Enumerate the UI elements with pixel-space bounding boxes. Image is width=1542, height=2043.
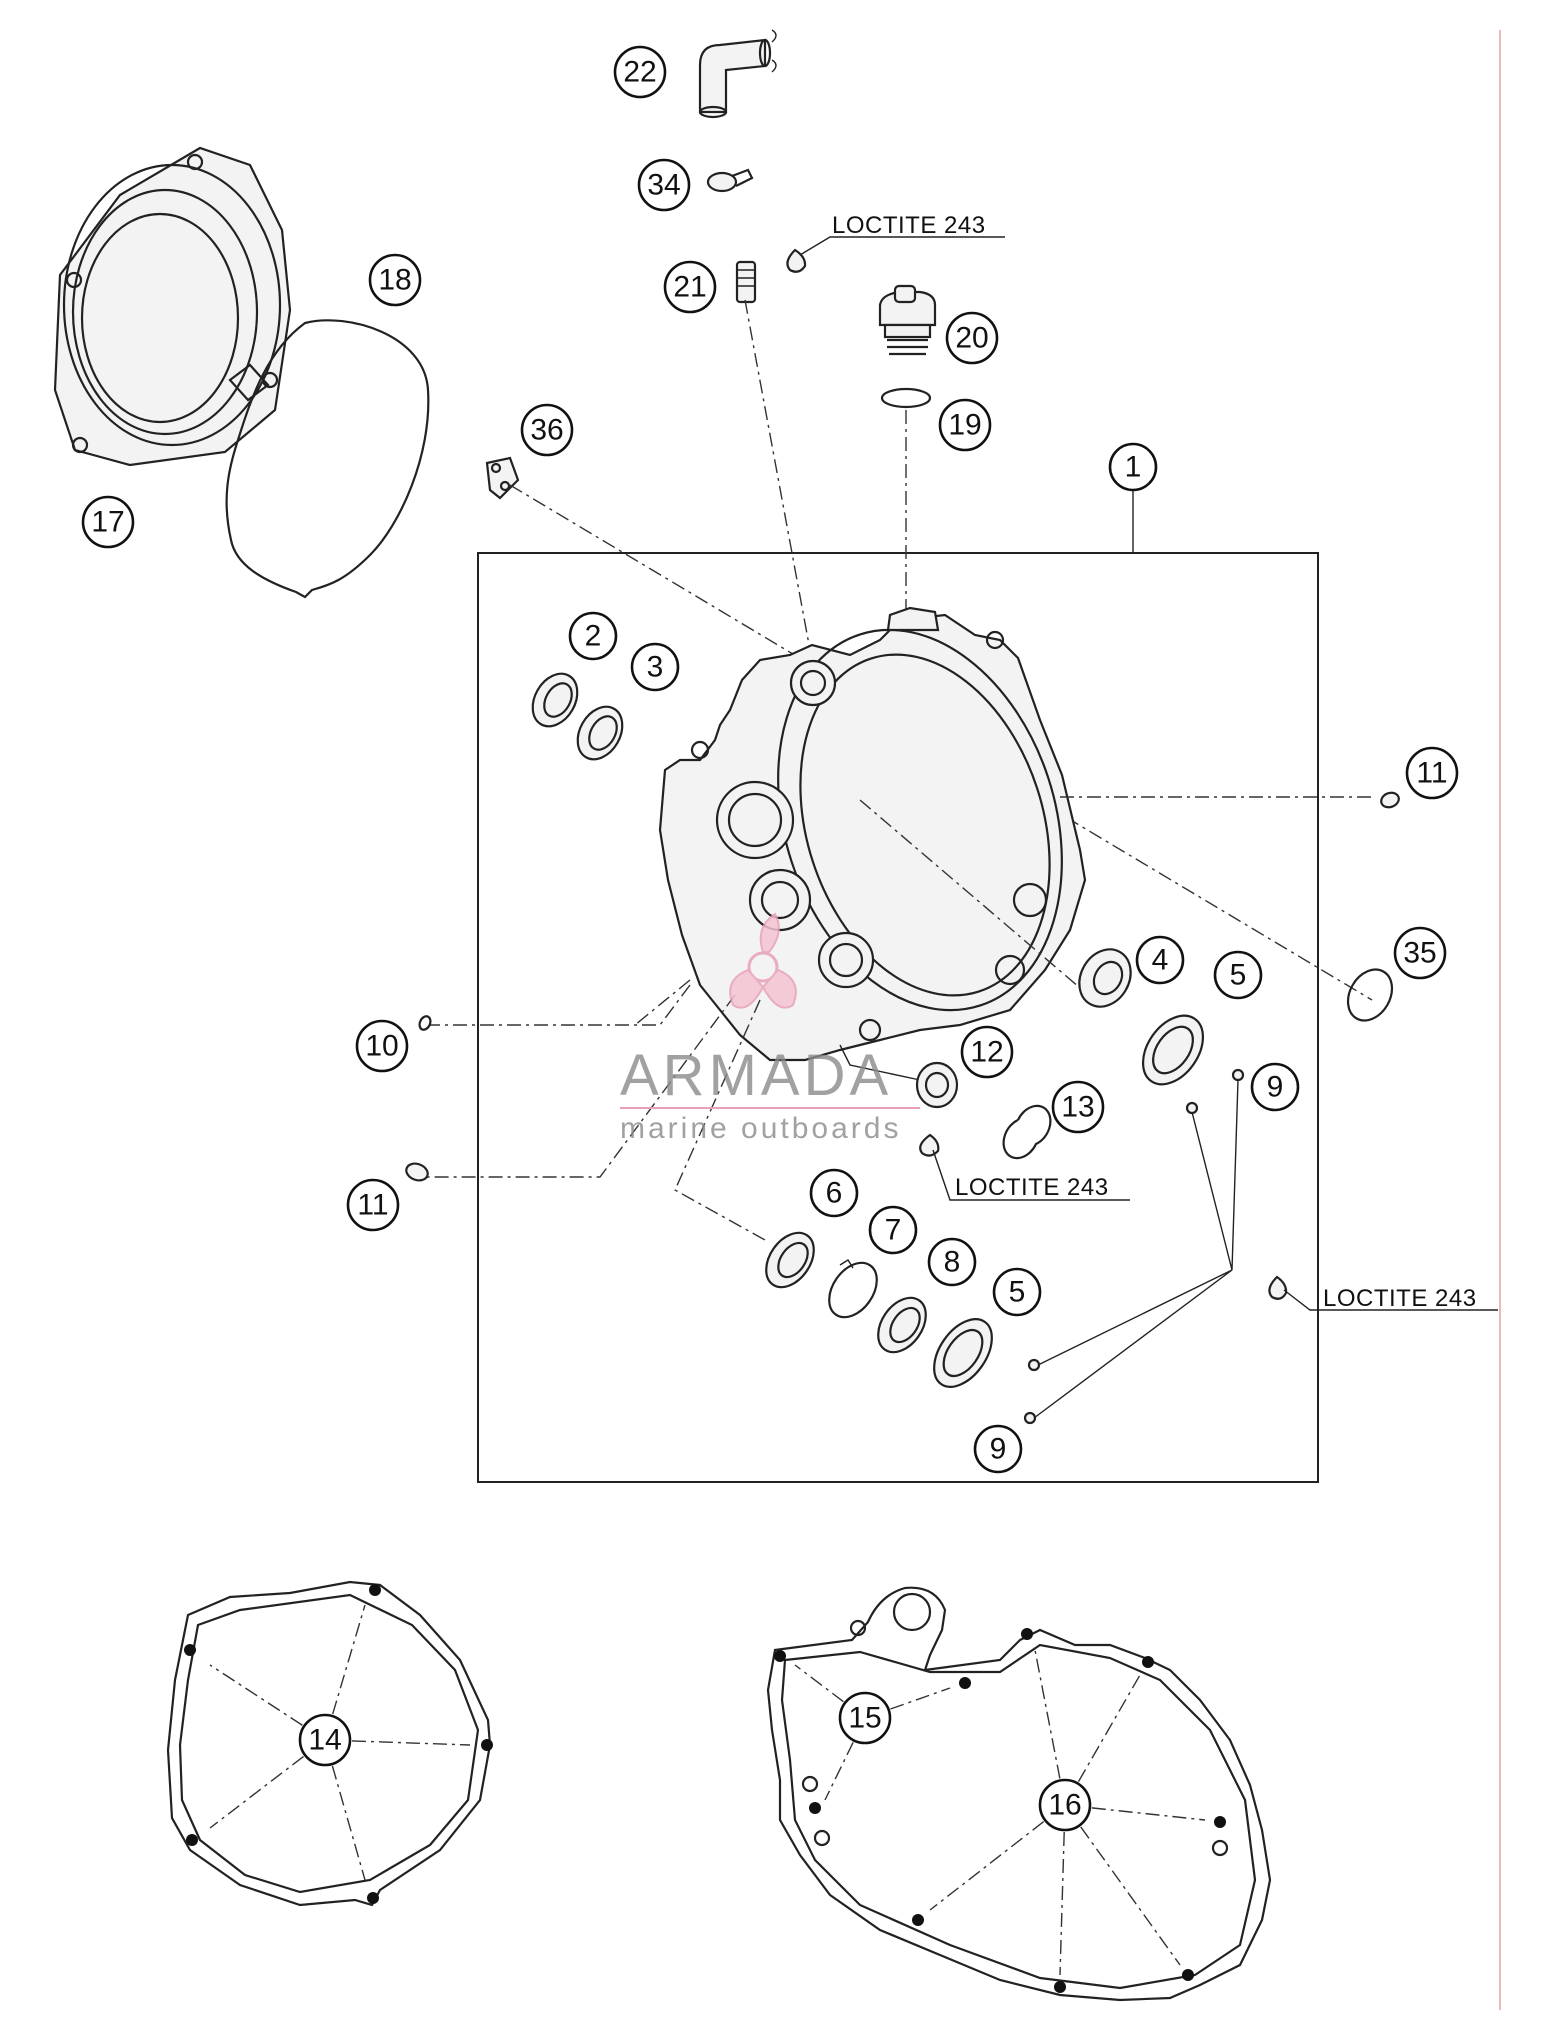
callout-label: 2 bbox=[584, 619, 602, 653]
callout-12 bbox=[962, 1027, 1012, 1077]
hose-clamp-part bbox=[708, 170, 752, 191]
bearing-part bbox=[1069, 940, 1141, 1016]
callout-label: 10 bbox=[365, 1029, 399, 1063]
callout-35 bbox=[1395, 928, 1445, 978]
o-ring-part bbox=[882, 389, 930, 407]
callout-5 bbox=[1215, 952, 1261, 998]
circlip-part bbox=[819, 1254, 886, 1326]
seal-part bbox=[868, 1289, 935, 1361]
callout-label: 36 bbox=[530, 413, 564, 447]
callout-label: 9 bbox=[989, 1432, 1007, 1466]
callout-label: 7 bbox=[884, 1213, 902, 1247]
callout-label: 3 bbox=[646, 650, 664, 684]
callout-label: 9 bbox=[1266, 1070, 1284, 1104]
loctite-drop-icon bbox=[920, 1135, 938, 1156]
callout-13 bbox=[1053, 1082, 1103, 1132]
callout-16 bbox=[1040, 1780, 1090, 1830]
callout-22 bbox=[615, 47, 665, 97]
bearing-cover-plate-part bbox=[1131, 1005, 1216, 1096]
callout-label: 15 bbox=[848, 1701, 882, 1735]
large-o-ring-part bbox=[1339, 962, 1401, 1029]
callout-label: 11 bbox=[1416, 756, 1448, 790]
callout-18 bbox=[370, 255, 420, 305]
leader-line bbox=[800, 237, 1005, 255]
leader-line bbox=[1192, 1080, 1238, 1270]
callout-17 bbox=[83, 497, 133, 547]
callout-label: 35 bbox=[1403, 936, 1437, 970]
callout-6 bbox=[811, 1170, 857, 1216]
callout-label: 5 bbox=[1008, 1275, 1026, 1309]
dowel-pin-part bbox=[1379, 790, 1401, 809]
callout-19 bbox=[940, 400, 990, 450]
callout-label: 34 bbox=[647, 168, 681, 202]
callout-34 bbox=[639, 160, 689, 210]
loctite-note: LOCTITE 243 bbox=[1323, 1285, 1477, 1312]
callout-label: 8 bbox=[943, 1245, 961, 1279]
leader-line bbox=[745, 300, 810, 650]
leader-line bbox=[430, 985, 690, 1025]
watermark-brand: ARMADA bbox=[620, 1043, 893, 1108]
callout-label: 12 bbox=[970, 1035, 1004, 1069]
clutch-cover-part bbox=[660, 593, 1109, 1060]
callout-9 bbox=[1252, 1064, 1298, 1110]
callout-10 bbox=[357, 1021, 407, 1071]
callout-9 bbox=[975, 1426, 1021, 1472]
callout-2 bbox=[570, 613, 616, 659]
callout-label: 1 bbox=[1124, 450, 1142, 484]
watermark-tagline: marine outboards bbox=[620, 1112, 902, 1145]
bearing-cover-plate-part bbox=[922, 1309, 1003, 1398]
callout-20 bbox=[947, 313, 997, 363]
callout-label: 17 bbox=[91, 505, 125, 539]
callout-label: 20 bbox=[955, 321, 989, 355]
callout-4 bbox=[1137, 937, 1183, 983]
callout-14 bbox=[300, 1715, 350, 1765]
callout-label: 16 bbox=[1048, 1788, 1082, 1822]
callout-label: 6 bbox=[825, 1176, 843, 1210]
callout-label: 18 bbox=[378, 263, 412, 297]
callout-15 bbox=[840, 1693, 890, 1743]
callout-label: 4 bbox=[1151, 943, 1169, 977]
gasket-part bbox=[768, 1588, 1270, 2000]
callout-label: 11 bbox=[357, 1188, 389, 1222]
callout-5 bbox=[994, 1269, 1040, 1315]
breather-nipple-part bbox=[737, 262, 755, 302]
callout-11 bbox=[348, 1180, 398, 1230]
callout-8 bbox=[929, 1239, 975, 1285]
bracket-part bbox=[487, 458, 518, 498]
callout-label: 21 bbox=[673, 270, 707, 304]
oil-filler-plug-part bbox=[880, 286, 935, 354]
loctite-drop-icon bbox=[1269, 1277, 1286, 1299]
callout-7 bbox=[870, 1207, 916, 1253]
bushing-part bbox=[917, 1063, 957, 1107]
callout-3 bbox=[632, 644, 678, 690]
seal-part bbox=[756, 1224, 823, 1296]
seal-part bbox=[569, 699, 632, 767]
loctite-note: LOCTITE 243 bbox=[832, 212, 986, 239]
callout-21 bbox=[665, 262, 715, 312]
leader-line bbox=[1038, 1270, 1232, 1365]
callout-label: 5 bbox=[1229, 958, 1247, 992]
callout-label: 13 bbox=[1061, 1090, 1095, 1124]
callout-36 bbox=[522, 405, 572, 455]
callout-label: 14 bbox=[308, 1723, 342, 1757]
callout-11 bbox=[1407, 748, 1457, 798]
loctite-note: LOCTITE 243 bbox=[955, 1174, 1109, 1201]
seal-part bbox=[524, 666, 587, 734]
callout-label: 19 bbox=[948, 408, 982, 442]
small-o-ring-part bbox=[418, 1015, 433, 1032]
leader-line bbox=[635, 980, 690, 1025]
circlip-part bbox=[1004, 1106, 1051, 1158]
outer-clutch-cover-part bbox=[55, 148, 290, 465]
callout-label: 22 bbox=[623, 55, 657, 89]
dowel-pin-part bbox=[404, 1161, 430, 1184]
leader-line bbox=[1034, 1270, 1232, 1418]
callout-1 bbox=[1110, 444, 1156, 490]
hose-part bbox=[700, 30, 776, 117]
